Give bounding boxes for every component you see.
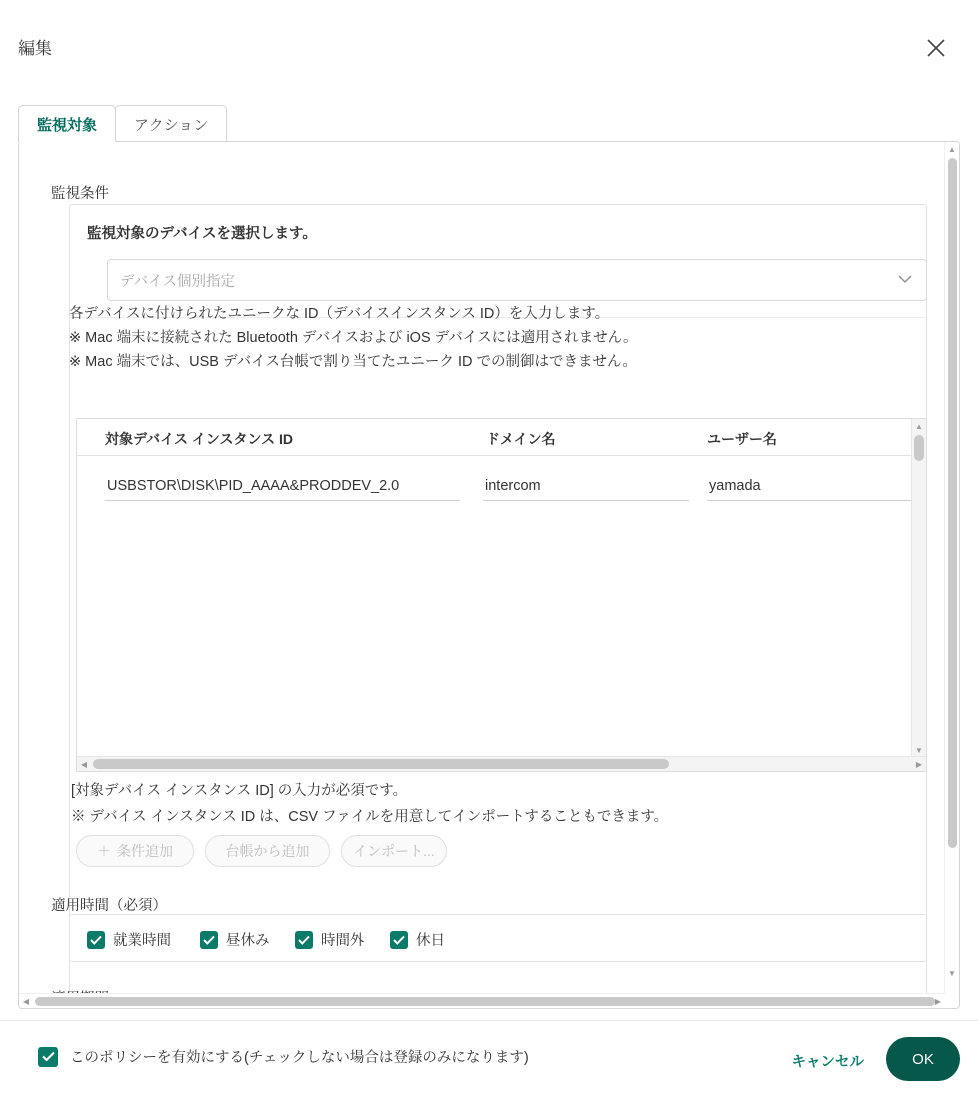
- apply-time-option-work-label: 就業時間: [113, 933, 171, 949]
- apply-time-option-lunch-label: 昼休み: [226, 933, 270, 949]
- checkbox-checked-icon: [200, 931, 218, 949]
- apply-time-option-holiday[interactable]: [390, 929, 445, 950]
- hint-line-1: 各デバイスに付けられたユニークな ID（デバイスインスタンス ID）を入力します。: [69, 306, 610, 322]
- checkbox-checked-icon: [87, 931, 105, 949]
- scroll-thumb[interactable]: [948, 158, 957, 848]
- scroll-left-icon[interactable]: ◀: [22, 996, 30, 1006]
- scroll-right-icon[interactable]: ▶: [915, 759, 923, 769]
- add-from-ledger-label: 台帳から追加: [225, 843, 310, 859]
- apply-time-option-holiday-label: 休日: [416, 933, 445, 949]
- tab-action[interactable]: [115, 105, 227, 142]
- domain-input[interactable]: [483, 475, 689, 501]
- scroll-up-icon[interactable]: ▲: [948, 144, 956, 154]
- table-horizontal-scrollbar[interactable]: [77, 756, 926, 771]
- device-select[interactable]: [107, 259, 927, 301]
- add-condition-label: 条件追加: [117, 843, 173, 859]
- scroll-thumb[interactable]: [93, 759, 669, 769]
- page-title: 編集: [18, 39, 52, 58]
- ok-button[interactable]: OK: [886, 1037, 960, 1081]
- scroll-right-icon[interactable]: ▶: [934, 996, 942, 1006]
- column-header-instance-id: 対象デバイス インスタンス ID: [105, 431, 293, 447]
- scroll-down-icon[interactable]: ▼: [915, 745, 923, 755]
- user-input[interactable]: [707, 475, 913, 501]
- dialog-header: [0, 0, 978, 92]
- scroll-up-icon[interactable]: ▲: [915, 421, 923, 431]
- device-instance-table: [76, 418, 927, 772]
- tab-bar: [18, 104, 960, 142]
- enable-policy-label: このポリシーを有効にする(チェックしない場合は登録のみになります): [70, 1050, 529, 1066]
- scroll-left-icon[interactable]: ◀: [80, 759, 88, 769]
- dialog-footer: [0, 1020, 978, 1097]
- device-select-value: デバイス個別指定: [120, 273, 235, 290]
- cancel-button[interactable]: キャンセル: [786, 1050, 871, 1073]
- panel-horizontal-scrollbar[interactable]: [19, 993, 945, 1008]
- panel-vertical-scrollbar[interactable]: [944, 142, 959, 994]
- close-icon[interactable]: [918, 30, 954, 66]
- table-vertical-scrollbar[interactable]: [911, 419, 926, 757]
- plus-icon: ＋: [97, 843, 111, 859]
- panel-content: [19, 142, 945, 994]
- monitor-condition-label: 監視条件: [51, 186, 109, 202]
- chevron-down-icon: [898, 272, 912, 288]
- apply-time-groupbox: [69, 914, 927, 962]
- scroll-thumb[interactable]: [914, 435, 924, 461]
- checkbox-checked-icon: [390, 931, 408, 949]
- column-header-domain: ドメイン名: [486, 431, 556, 447]
- checkbox-checked-icon: [38, 1047, 58, 1067]
- add-from-ledger-button[interactable]: [205, 835, 330, 867]
- scroll-thumb[interactable]: [35, 997, 935, 1006]
- import-label: インポート...: [353, 843, 435, 859]
- hint-line-3: ※ Mac 端末では、USB デバイス台帳で割り当てたユニーク ID での制御はできません。: [69, 354, 637, 370]
- instance-id-input[interactable]: [105, 475, 460, 501]
- enable-policy-checkbox[interactable]: [38, 1046, 529, 1067]
- tab-action-label: アクション: [134, 116, 209, 134]
- apply-time-option-work[interactable]: [87, 929, 171, 950]
- apply-time-option-overtime-label: 時間外: [321, 933, 365, 949]
- apply-time-option-lunch[interactable]: [200, 929, 270, 950]
- apply-time-option-overtime[interactable]: [295, 929, 365, 950]
- validation-message: [対象デバイス インスタンス ID] の入力が必須です。: [71, 783, 408, 799]
- apply-time-label: 適用時間（必須）: [51, 898, 167, 914]
- checkbox-checked-icon: [295, 931, 313, 949]
- column-header-user: ユーザー名: [707, 431, 777, 447]
- monitor-target-panel: [18, 141, 960, 1009]
- add-condition-button[interactable]: [76, 835, 194, 867]
- tab-monitor-target-label: 監視対象: [37, 116, 98, 134]
- csv-import-note: ※ デバイス インスタンス ID は、CSV ファイルを用意してインポートすることもできます。: [71, 809, 669, 825]
- scroll-down-icon[interactable]: ▼: [948, 968, 956, 978]
- hint-line-2: ※ Mac 端末に接続された Bluetooth デバイスおよび iOS デバイスには適用されません。: [69, 330, 638, 346]
- table-header-row: [77, 419, 926, 456]
- device-select-title: 監視対象のデバイスを選択します。: [87, 226, 317, 242]
- tab-monitor-target[interactable]: [18, 105, 116, 142]
- import-button[interactable]: [341, 835, 447, 867]
